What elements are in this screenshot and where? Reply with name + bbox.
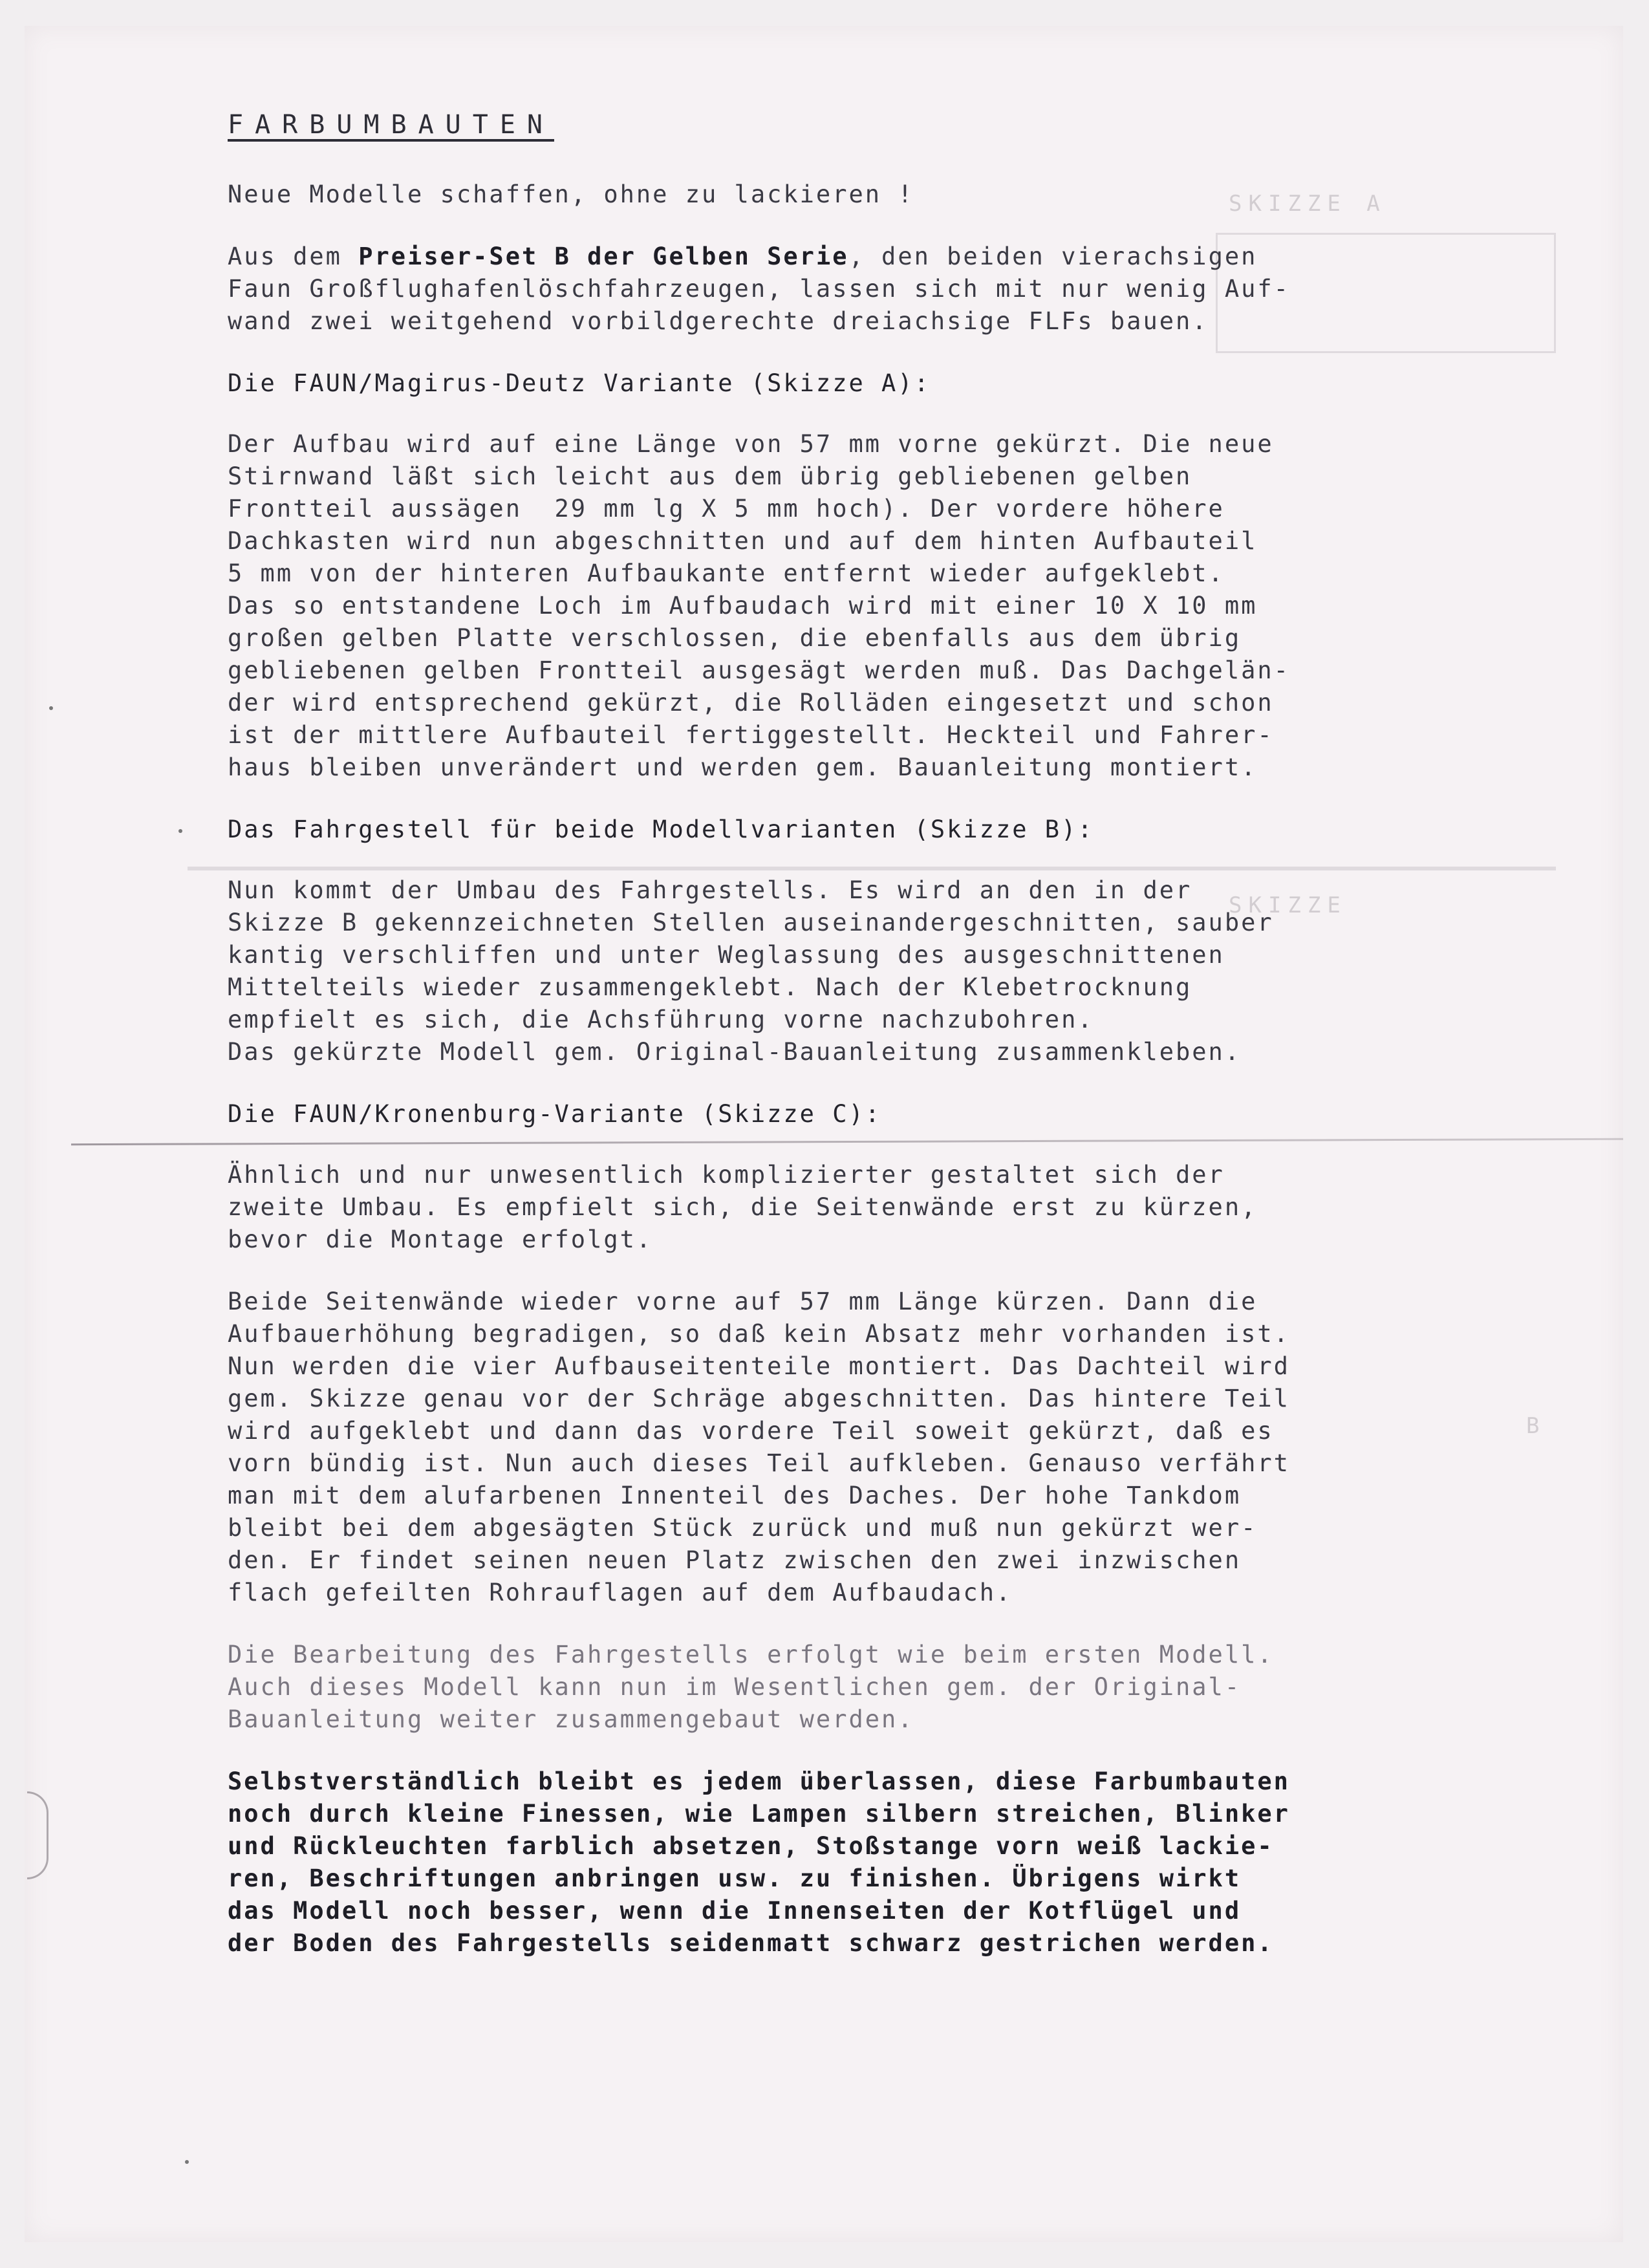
text-line: Der Aufbau wird auf eine Länge von 57 mm vorne gekürzt. Die neue bbox=[228, 430, 1274, 458]
section-c-paragraph-1 bbox=[228, 1159, 1521, 1256]
intro-bold-text: Preiser-Set B der Gelben Serie bbox=[358, 243, 849, 270]
section-a-heading: Die FAUN/Magirus-Deutz Variante (Skizze A): bbox=[228, 369, 931, 397]
subtitle-line: Neue Modelle schaffen, ohne zu lackieren ! bbox=[228, 180, 914, 208]
section-c-heading: Die FAUN/Kronenburg-Variante (Skizze C): bbox=[228, 1100, 882, 1128]
text-line: Bauanleitung weiter zusammengebaut werden. bbox=[228, 1705, 914, 1733]
text-line: noch durch kleine Finessen, wie Lampen silbern streichen, Blinker bbox=[228, 1800, 1290, 1828]
text-line: Selbstverständlich bleibt es jedem überlassen, diese Farbumbauten bbox=[228, 1767, 1290, 1795]
text-line: empfielt es sich, die Achsführung vorne nachzubohren. bbox=[228, 1006, 1094, 1033]
closing-paragraph bbox=[228, 1766, 1521, 1960]
section-b-paragraph bbox=[228, 874, 1521, 1068]
text-line: den. Er findet seinen neuen Platz zwischen den zwei inzwischen bbox=[228, 1546, 1242, 1574]
section-a-paragraph bbox=[228, 428, 1521, 784]
text-line: 5 mm von der hinteren Aufbaukante entfernt wieder aufgeklebt. bbox=[228, 559, 1225, 587]
intro-line-3: wand zwei weitgehend vorbildgerechte dreiachsige FLFs bauen. bbox=[228, 307, 1209, 335]
subtitle bbox=[228, 178, 1521, 211]
text-line: Die Bearbeitung des Fahrgestells erfolgt wie beim ersten Modell. bbox=[228, 1641, 1274, 1669]
text-line: kantig verschliffen und unter Weglassung des ausgeschnittenen bbox=[228, 941, 1225, 969]
text-line: Dachkasten wird nun abgeschnitten und auf dem hinten Aufbauteil bbox=[228, 527, 1258, 555]
punch-mark bbox=[178, 829, 182, 833]
section-b-heading: Das Fahrgestell für beide Modellvarianten (Skizze B): bbox=[228, 815, 1094, 843]
punch-mark bbox=[49, 706, 53, 710]
text-line: das Modell noch besser, wenn die Innenseiten der Kotflügel und bbox=[228, 1897, 1242, 1925]
text-line: flach gefeilten Rohrauflagen auf dem Aufbaudach. bbox=[228, 1579, 1013, 1606]
text-line: haus bleiben unverändert und werden gem. Bauanleitung montiert. bbox=[228, 753, 1258, 781]
intro-text: Aus dem bbox=[228, 243, 359, 270]
text-line: und Rückleuchten farblich absetzen, Stoßstange vorn weiß lackie- bbox=[228, 1832, 1274, 1860]
text-line: Ähnlich und nur unwesentlich komplizierter gestaltet sich der bbox=[228, 1161, 1225, 1189]
text-line: ren, Beschriftungen anbringen usw. zu finishen. Übrigens wirkt bbox=[228, 1864, 1242, 1892]
intro-line-1 bbox=[228, 241, 1521, 273]
text-line: der wird entsprechend gekürzt, die Rolläden eingesetzt und schon bbox=[228, 689, 1274, 717]
text-line: ist der mittlere Aufbauteil fertiggestellt. Heckteil und Fahrer- bbox=[228, 721, 1274, 749]
text-line: der Boden des Fahrgestells seidenmatt schwarz gestrichen werden. bbox=[228, 1929, 1274, 1957]
text-line: Auch dieses Modell kann nun im Wesentlichen gem. der Original- bbox=[228, 1673, 1242, 1701]
section-c-paragraph-2 bbox=[228, 1286, 1521, 1609]
text-line: Frontteil aussägen 29 mm lg X 5 mm hoch). Der vordere höhere bbox=[228, 495, 1225, 523]
text-line: Das so entstandene Loch im Aufbaudach wird mit einer 10 X 10 mm bbox=[228, 592, 1258, 620]
text-line: wird aufgeklebt und dann das vordere Teil soweit gekürzt, daß es bbox=[228, 1417, 1274, 1445]
bleed-through-skizze-a: SKIZZE A bbox=[1229, 191, 1386, 217]
text-line: Aufbauerhöhung begradigen, so daß kein Absatz mehr vorhanden ist. bbox=[228, 1320, 1290, 1348]
document-body bbox=[228, 109, 1521, 1989]
text-line: Mittelteils wieder zusammengeklebt. Nach der Klebetrocknung bbox=[228, 973, 1192, 1001]
text-line: bleibt bei dem abgesägten Stück zurück und muß nun gekürzt wer- bbox=[228, 1514, 1258, 1542]
text-line: Stirnwand läßt sich leicht aus dem übrig gebliebenen gelben bbox=[228, 462, 1192, 490]
text-line: Nun werden die vier Aufbauseitenteile montiert. Das Dachteil wird bbox=[228, 1352, 1290, 1380]
punch-mark bbox=[185, 2160, 189, 2164]
text-line: vorn bündig ist. Nun auch dieses Teil aufkleben. Genauso verfährt bbox=[228, 1449, 1290, 1477]
text-line: zweite Umbau. Es empfielt sich, die Seitenwände erst zu kürzen, bbox=[228, 1193, 1258, 1221]
text-line: Skizze B gekennzeichneten Stellen auseinandergeschnitten, sauber bbox=[228, 909, 1274, 936]
text-line: gebliebenen gelben Frontteil ausgesägt werden muß. Das Dachgelän- bbox=[228, 656, 1290, 684]
intro-text: , den beiden vierachsigen bbox=[848, 243, 1258, 270]
text-line: großen gelben Platte verschlossen, die ebenfalls aus dem übrig bbox=[228, 624, 1242, 652]
text-line: Beide Seitenwände wieder vorne auf 57 mm Länge kürzen. Dann die bbox=[228, 1288, 1258, 1315]
bleed-through-skizze-b: SKIZZE bbox=[1229, 892, 1347, 918]
section-c-paragraph-3 bbox=[228, 1639, 1521, 1736]
text-line: Das gekürzte Modell gem. Original-Bauanleitung zusammenkleben. bbox=[228, 1038, 1242, 1066]
text-line: Nun kommt der Umbau des Fahrgestells. Es wird an den in der bbox=[228, 876, 1192, 904]
intro-paragraph bbox=[228, 241, 1521, 338]
text-line: gem. Skizze genau vor der Schräge abgeschnitten. Das hintere Teil bbox=[228, 1385, 1290, 1412]
intro-line-2: Faun Großflughafenlöschfahrzeugen, lassen sich mit nur wenig Auf- bbox=[228, 275, 1290, 303]
text-line: bevor die Montage erfolgt. bbox=[228, 1226, 653, 1253]
bleed-through-b: B bbox=[1526, 1413, 1546, 1439]
binder-mark bbox=[27, 1791, 48, 1879]
document-title: FARBUMBAUTEN bbox=[228, 110, 554, 140]
text-line: man mit dem alufarbenen Innenteil des Daches. Der hohe Tankdom bbox=[228, 1482, 1242, 1509]
